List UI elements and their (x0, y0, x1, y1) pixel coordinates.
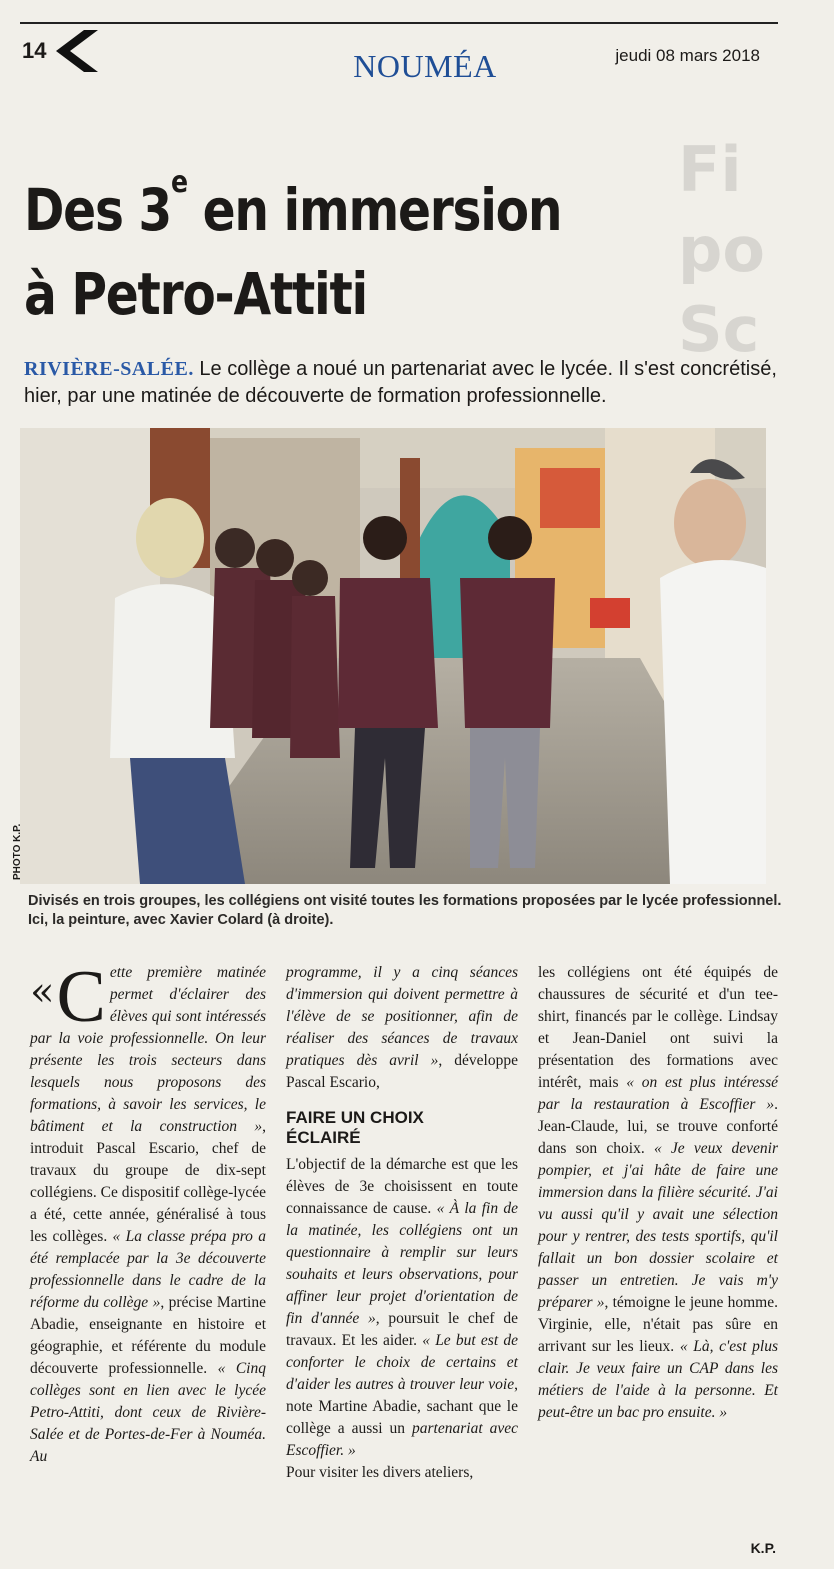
photo-caption: Divisés en trois groupes, les collégiens ont visité toutes les formations proposées par le lycée professionnel. Ici, la peinture, avec Xavier Colard (à droite). (28, 893, 782, 928)
headline-line1: Des 3e en immersion (24, 165, 562, 244)
headline-line2: à Petro-Attiti (24, 260, 367, 328)
paragraph: Pour visiter les divers ateliers, (286, 1464, 474, 1481)
standfirst-text: Le collège a noué un partenariat avec le lycée. Il s'est concrétisé, hier, par une matinée de découverte de formation professionnelle. (24, 358, 777, 407)
standfirst (24, 356, 784, 410)
left-arrow-icon (52, 30, 98, 72)
paragraph: L'objectif de la démarche est que les élèves de 3e choisissent en toute connaissance de cause. « À la fin de la matinée, les collégiens ont un questionnaire à remplir sur leurs souhaits et leurs observations, pour affiner leur projet d'orientation de fin d'année », poursuit le chef de travaux. Et les aider. « Le but est de conforter le choix de certains et d'aider les autres à trouver leur voie, note Martine Abadie, sachant que le collège a aussi un partenariat avec Escoffier. » (286, 1156, 518, 1459)
issue-date: jeudi 08 mars 2018 (615, 46, 760, 65)
paragraph: les collégiens ont été équipés de chaussures de sécurité et d'un tee-shirt, financés par le collège. Lindsay et Jean-Daniel ont suivi la présentation des formations avec intérêt, mais « on est plus intéressé par la restauration à Escoffier ». Jean-Claude, lui, se trouve conforté dans son choix. « Je veux devenir pompier, et j'ai hâte de faire une immersion dans la filière sécurité. J'ai vu aussi qu'il y avait une sélection pour y rentrer, des tests sportifs, qu'il fallait un bon dossier scolaire et passer un entretien. Je vais m'y préparer », témoigne le jeune homme. Virginie, elle, n'était pas sûre en arrivant sur les lieux. « Là, c'est plus clair. Je veux faire un CAP dans les métiers de l'aide à la personne. Et peut-être un bac pro ensuite. » (538, 964, 778, 1421)
article-column-3 (538, 962, 778, 1424)
article-column-1 (30, 956, 266, 1468)
photo-illustration (20, 428, 766, 884)
subheading: FAIRE UN CHOIX ÉCLAIRÉ (286, 1108, 424, 1147)
paragraph: « C ette première matinée permet d'éclairer des élèves qui sont intéressés par la voie professionnelle. On leur présente les trois secteurs dans lesquels nous proposons des formations, à savoir les services, le bâtiment et la construction », introduit Pascal Escario, chef de travaux du groupe de dix-sept collégiens. Ce dispositif collège-lycée a été, cette année, généralisé à tous les collèges. « La classe prépa pro a été remplacée par la 3e découverte professionnelle dans le cadre de la réforme du collège », précise Martine Abadie, enseignante en histoire et géographie, et référente du module découverte professionnelle. « Cinq collèges sont en lien avec le lycée Petro-Attiti, dont ceux de Rivière-Salée et de Portes-de-Fer à Nouméa. Au (30, 956, 266, 1465)
article-column-2 (286, 962, 518, 1484)
photo-credit: PHOTO K.P. (12, 823, 23, 880)
author-signature: K.P. (750, 1540, 776, 1556)
page-number: 14 (22, 38, 47, 63)
bleed-through-text: Fi po Sc (678, 133, 765, 366)
headline (24, 165, 662, 336)
quote-mark: « (30, 969, 55, 1015)
article-photo (20, 428, 766, 884)
header-rule (20, 22, 778, 24)
drop-cap: C (56, 956, 106, 1038)
section-title: NOUMÉA (353, 48, 497, 84)
dateline-place: RIVIÈRE-SALÉE. (24, 358, 194, 380)
paragraph: programme, il y a cinq séances d'immersion qui doivent permettre à l'élève de se positionner, afin de réaliser des séances de travaux pratiques dès avril », développe Pascal Escario, (286, 964, 518, 1091)
